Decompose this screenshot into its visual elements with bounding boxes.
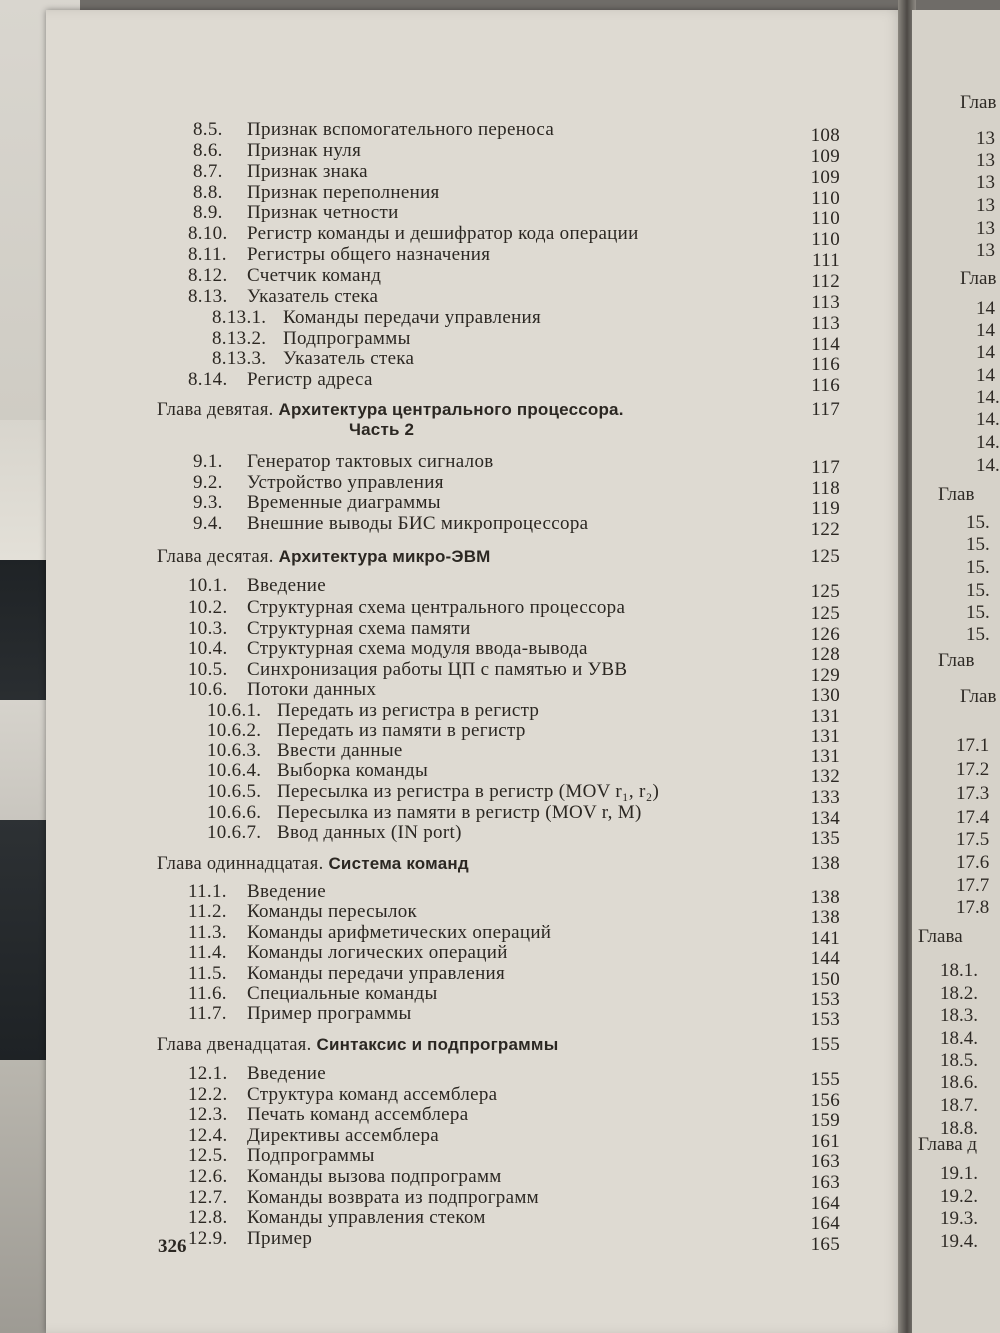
right-page-entry-fragment: 13 (976, 172, 995, 193)
right-page-entry-fragment: 18.8. (940, 1118, 978, 1139)
toc-entry-title: Признак нуля (247, 140, 362, 161)
toc-entry-number: 9.4. (193, 513, 223, 534)
toc-entry-number: 8.12. (188, 265, 228, 286)
toc-entry (0, 368, 1000, 396)
toc-entry-title: Передать из памяти в регистр (277, 720, 526, 741)
toc-page-number: 113 (811, 292, 840, 313)
toc-page-number: 109 (810, 146, 840, 167)
right-page-entry-fragment: 17.1 (956, 735, 990, 756)
toc-page-number: 110 (811, 188, 840, 209)
toc-page-number: 141 (810, 928, 840, 949)
toc-entry-title: Регистр адреса (247, 369, 373, 390)
toc-entry-number: 10.6.1. (207, 700, 262, 721)
toc-entry-title: Устройство управления (247, 472, 444, 493)
toc-entry-title: Структура команд ассемблера (247, 1084, 498, 1105)
toc-entry-number: 10.4. (188, 638, 228, 659)
toc-entry-number: 8.14. (188, 369, 228, 390)
toc-entry-title: Пример программы (247, 1003, 412, 1024)
toc-page-number: 138 (810, 887, 840, 908)
chapter-title: Синтаксис и подпрограммы (316, 1035, 559, 1054)
toc-entry-number: 8.9. (193, 202, 223, 223)
right-page-entry-fragment: 17.3 (956, 783, 990, 804)
toc-entry-number: 11.2. (188, 901, 227, 922)
right-page-entry-fragment: 17.5 (956, 829, 990, 850)
toc-entry-number: 9.2. (193, 472, 223, 493)
toc-entry-title: Пересылка из памяти в регистр (MOV r, M) (277, 802, 642, 823)
toc-page-number: 110 (811, 208, 840, 229)
toc-page-number: 117 (811, 399, 840, 420)
toc-entry (0, 821, 1000, 849)
toc-page-number: 138 (810, 853, 840, 874)
toc-entry-number: 10.3. (188, 618, 228, 639)
toc-entry-number: 8.6. (193, 140, 223, 161)
toc-page-number: 132 (810, 766, 840, 787)
toc-entry-title: Подпрограммы (247, 1145, 375, 1166)
right-page-entry-fragment: 19.3. (940, 1208, 978, 1229)
toc-entry-number: 10.2. (188, 597, 228, 618)
right-page-entry-fragment: 15. (966, 534, 990, 555)
toc-page-number: 119 (811, 498, 840, 519)
chapter-heading-text: Глава десятая. Архитектура микро-ЭВМ (157, 547, 491, 567)
right-page-entry-fragment: 18.2. (940, 983, 978, 1004)
toc-entry-number: 8.8. (193, 182, 223, 203)
right-page-chapter-fragment: Глав (960, 92, 997, 113)
toc-page-number: 128 (810, 644, 840, 665)
toc-entry-number: 10.6.3. (207, 740, 262, 761)
right-page-entry-fragment: 15. (966, 624, 990, 645)
toc-entry-number: 10.6.5. (207, 781, 262, 802)
toc-page-number: 131 (810, 726, 840, 747)
toc-page-number: 111 (812, 250, 840, 271)
toc-page-number: 156 (810, 1090, 840, 1111)
right-page-entry-fragment: 14. (976, 432, 1000, 453)
right-page-entry-fragment: 18.5. (940, 1050, 978, 1071)
toc-entry-number: 10.1. (188, 575, 228, 596)
toc-entry-title: Временные диаграммы (247, 492, 441, 513)
right-page-chapter-fragment: Глава д (918, 1134, 978, 1155)
right-page-entry-fragment: 14. (976, 455, 1000, 476)
toc-entry-number: 10.5. (188, 659, 228, 680)
toc-entry-number: 12.6. (188, 1166, 228, 1187)
right-page-entry-fragment: 19.1. (940, 1163, 978, 1184)
chapter-heading (0, 852, 1000, 876)
toc-entry-title: Введение (247, 1063, 326, 1084)
toc-page-number: 118 (811, 478, 840, 499)
right-page-entry-fragment: 14 (976, 342, 995, 363)
right-page-entry-fragment: 17.4 (956, 807, 990, 828)
toc-entry-title: Подпрограммы (283, 328, 411, 349)
toc-entry-number: 8.11. (188, 244, 227, 265)
right-page-chapter-fragment: Глав (960, 686, 997, 707)
right-page-entry-fragment: 14 (976, 320, 995, 341)
right-page-entry-fragment: 15. (966, 602, 990, 623)
toc-page-number: 164 (810, 1213, 840, 1234)
toc-page-number: 144 (810, 948, 840, 969)
right-page-entry-fragment: 15. (966, 580, 990, 601)
right-page-entry-fragment: 13 (976, 195, 995, 216)
toc-page-number: 164 (810, 1193, 840, 1214)
toc-entry-number: 8.7. (193, 161, 223, 182)
toc-entry-title: Пересылка из регистра в регистр (MOV r₁, r₂) (277, 781, 660, 802)
chapter-heading (0, 1033, 1000, 1057)
right-page-entry-fragment: 17.7 (956, 875, 990, 896)
toc-page-number: 113 (811, 313, 840, 334)
toc-page-number: 109 (810, 167, 840, 188)
toc-page-number: 125 (810, 603, 840, 624)
toc-entry-number: 12.7. (188, 1187, 228, 1208)
toc-entry-title: Команды арифметических операций (247, 922, 552, 943)
right-page-chapter-fragment: Глав (938, 650, 975, 671)
right-page-entry-fragment: 19.4. (940, 1231, 978, 1252)
toc-entry-title: Команды передачи управления (247, 963, 506, 984)
toc-page-number: 110 (811, 229, 840, 250)
toc-page-number: 133 (810, 787, 840, 808)
toc-entry (0, 1227, 1000, 1255)
toc-page-number: 114 (811, 334, 840, 355)
toc-entry-title: Структурная схема памяти (247, 618, 471, 639)
toc-entry-number: 10.6. (188, 679, 228, 700)
right-page-entry-fragment: 17.8 (956, 897, 990, 918)
right-page-entry-fragment: 17.6 (956, 852, 990, 873)
toc-entry-title: Команды передачи управления (283, 307, 542, 328)
toc-entry-title: Передать из регистра в регистр (277, 700, 540, 721)
toc-entry-title: Потоки данных (247, 679, 377, 700)
toc-entry-number: 11.5. (188, 963, 227, 984)
right-page-entry-fragment: 17.2 (956, 759, 990, 780)
toc-entry-title: Команды вызова подпрограмм (247, 1166, 502, 1187)
chapter-heading-text: Глава двенадцатая. Синтаксис и подпрограммы (157, 1035, 559, 1055)
right-page-entry-fragment: 13 (976, 240, 995, 261)
toc-entry-title: Внешние выводы БИС микропроцессора (247, 513, 589, 534)
toc-page-number: 112 (811, 271, 840, 292)
toc-entry-title: Печать команд ассемблера (247, 1104, 469, 1125)
toc-page-number: 155 (810, 1069, 840, 1090)
toc-entry-number: 11.4. (188, 942, 227, 963)
toc-entry (0, 1002, 1000, 1030)
toc-entry-number: 12.3. (188, 1104, 228, 1125)
toc-entry-title: Выборка команды (277, 760, 429, 781)
toc-page-number: 150 (810, 969, 840, 990)
toc-entry-number: 11.7. (188, 1003, 227, 1024)
toc-entry-title: Признак знака (247, 161, 368, 182)
toc-page-number: 159 (810, 1110, 840, 1131)
toc-entry-number: 12.5. (188, 1145, 228, 1166)
toc-entry-number: 12.8. (188, 1207, 228, 1228)
toc-entry-title: Директивы ассемблера (247, 1125, 440, 1146)
toc-page-number: 153 (810, 989, 840, 1010)
toc-page-number: 126 (810, 624, 840, 645)
toc-page-number: 117 (811, 457, 840, 478)
toc-entry-title: Указатель стека (283, 348, 415, 369)
right-page-entry-fragment: 15. (966, 512, 990, 533)
right-page-entry-fragment: 18.3. (940, 1005, 978, 1026)
toc-entry (0, 512, 1000, 540)
toc-entry-title: Структурная схема центрального процессора (247, 597, 626, 618)
toc-page-number: 163 (810, 1172, 840, 1193)
toc-entry-title: Регистр команды и дешифратор кода операции (247, 223, 639, 244)
right-page-chapter-fragment: Глав (960, 268, 997, 289)
toc-page-number: 116 (811, 375, 840, 396)
page-number: 326 (158, 1236, 187, 1257)
toc-page-number: 161 (810, 1131, 840, 1152)
chapter-heading (0, 545, 1000, 569)
toc-page-number: 165 (810, 1234, 840, 1255)
toc-page-number: 125 (810, 546, 840, 567)
toc-entry-title: Признак вспомогательного переноса (247, 119, 555, 140)
toc-entry-title: Команды логических операций (247, 942, 508, 963)
right-page-entry-fragment: 18.1. (940, 960, 978, 981)
right-page-entry-fragment: 13 (976, 150, 995, 171)
toc-page-number: 163 (810, 1151, 840, 1172)
toc-entry-title: Команды пересылок (247, 901, 418, 922)
chapter-title: Система команд (328, 854, 469, 873)
toc-entry-title: Генератор тактовых сигналов (247, 451, 494, 472)
toc-entry-number: 11.6. (188, 983, 227, 1004)
toc-entry-title: Признак переполнения (247, 182, 440, 203)
right-page-entry-fragment: 13 (976, 128, 995, 149)
toc-entry-title: Команды возврата из подпрограмм (247, 1187, 539, 1208)
toc-page-number: 129 (810, 665, 840, 686)
toc-page-number: 131 (810, 706, 840, 727)
toc-entry-title: Признак четности (247, 202, 399, 223)
toc-entry-number: 12.1. (188, 1063, 228, 1084)
right-page-entry-fragment: 14 (976, 298, 995, 319)
right-page-entry-fragment: 18.4. (940, 1028, 978, 1049)
toc-page-number: 130 (810, 685, 840, 706)
toc-entry-number: 11.1. (188, 881, 227, 902)
toc-page-number: 155 (810, 1034, 840, 1055)
right-page-entry-fragment: 18.7. (940, 1095, 978, 1116)
toc-entry-title: Счетчик команд (247, 265, 382, 286)
chapter-heading-text: Глава девятая. Архитектура центрального процессора. (157, 400, 624, 420)
chapter-heading-text: Глава одиннадцатая. Система команд (157, 854, 469, 874)
toc-page-number: 135 (810, 828, 840, 849)
toc-page-number: 122 (810, 519, 840, 540)
toc-entry-number: 10.6.4. (207, 760, 262, 781)
chapter-heading (0, 398, 1000, 439)
toc-page-number: 125 (810, 581, 840, 602)
toc-entry-number: 8.5. (193, 119, 223, 140)
toc-entry-title: Команды управления стеком (247, 1207, 486, 1228)
toc-entry-number: 8.13. (188, 286, 228, 307)
toc-entry-number: 9.3. (193, 492, 223, 513)
toc-entry-title: Введение (247, 575, 326, 596)
toc-entry (0, 574, 1000, 602)
right-page-entry-fragment: 18.6. (940, 1072, 978, 1093)
toc-entry-title: Пример (247, 1228, 313, 1249)
toc-entry-number: 10.6.2. (207, 720, 262, 741)
toc-entry-number: 8.13.1. (212, 307, 267, 328)
toc-entry-number: 11.3. (188, 922, 227, 943)
toc-entry-title: Введение (247, 881, 326, 902)
toc-entry-title: Указатель стека (247, 286, 379, 307)
toc-page-number: 138 (810, 907, 840, 928)
right-page-entry-fragment: 19.2. (940, 1186, 978, 1207)
right-page-entry-fragment: 14. (976, 387, 1000, 408)
toc-entry-number: 8.13.2. (212, 328, 267, 349)
toc-entry-title: Ввод данных (IN port) (277, 822, 462, 843)
right-page-entry-fragment: 14. (976, 409, 1000, 430)
toc-page-number: 131 (810, 746, 840, 767)
toc-entry-title: Структурная схема модуля ввода-вывода (247, 638, 588, 659)
right-page-entry-fragment: 13 (976, 218, 995, 239)
toc-page-number: 108 (810, 125, 840, 146)
toc-entry-number: 8.13.3. (212, 348, 267, 369)
toc-entry-title: Регистры общего назначения (247, 244, 491, 265)
toc-entry-title: Ввести данные (277, 740, 403, 761)
chapter-title-continuation: Часть 2 (349, 420, 415, 439)
toc-entry-number: 10.6.6. (207, 802, 262, 823)
toc-entry-title: Синхронизация работы ЦП с памятью и УВВ (247, 659, 628, 680)
toc-page-number: 116 (811, 354, 840, 375)
right-page-entry-fragment: 14 (976, 365, 995, 386)
toc-entry-title: Специальные команды (247, 983, 438, 1004)
chapter-title: Архитектура центрального процессора. (278, 400, 624, 419)
toc-entry-number: 10.6.7. (207, 822, 262, 843)
toc-entry-number: 12.9. (188, 1228, 228, 1249)
toc-page-number: 153 (810, 1009, 840, 1030)
toc-page-number: 134 (810, 808, 840, 829)
chapter-title: Архитектура микро-ЭВМ (278, 547, 491, 566)
toc-entry-number: 9.1. (193, 451, 223, 472)
toc-entry-number: 8.10. (188, 223, 228, 244)
toc-entry-number: 12.2. (188, 1084, 228, 1105)
right-page-chapter-fragment: Глав (938, 484, 975, 505)
right-page-chapter-fragment: Глава (918, 926, 963, 947)
toc-entry-number: 12.4. (188, 1125, 228, 1146)
right-page-entry-fragment: 15. (966, 557, 990, 578)
